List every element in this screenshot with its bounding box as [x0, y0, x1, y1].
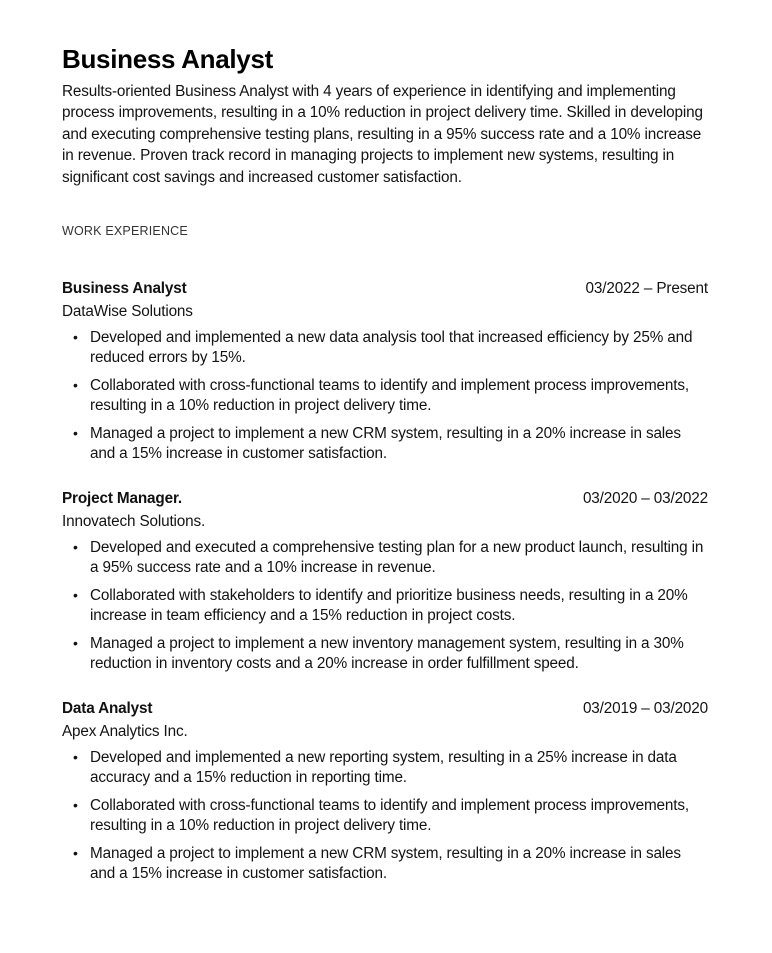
job-bullet: • Collaborated with cross-functional teams to identify and implement process improvements, resulting in a 10% reduction in project delivery time.: [62, 376, 708, 415]
resume-summary: Results-oriented Business Analyst with 4 years of experience in identifying and implementing process improvements, resulting in a 10% reduction in project delivery time. Skilled in developing and executing comprehensive testing plans, resulting in a 95% success rate and a 10% increase in revenue. Proven track record in managing projects to implement new systems, resulting in significant cost savings and increased customer satisfaction.: [62, 83, 703, 186]
job-bullet: • Collaborated with stakeholders to identify and prioritize business needs, resulting in a 20% increase in team efficiency and a 15% reduction in project costs.: [62, 586, 708, 625]
job-bullet: • Developed and implemented a new reporting system, resulting in a 25% increase in data accuracy and a 15% reduction in reporting time.: [62, 748, 708, 787]
job-bullet: • Collaborated with cross-functional teams to identify and implement process improvements, resulting in a 10% reduction in project delivery time.: [62, 796, 708, 835]
job-dates: 03/2022 – Present: [585, 280, 708, 298]
resume-title: Business Analyst: [62, 44, 273, 74]
job-title: Project Manager.: [62, 490, 183, 508]
job-dates: 03/2020 – 03/2022: [582, 490, 708, 508]
job-company: DataWise Solutions: [62, 303, 193, 321]
work-experience-section: [62, 224, 708, 883]
job-bullet: • Managed a project to implement a new CRM system, resulting in a 20% increase in sales and a 15% increase in customer satisfaction.: [62, 844, 708, 883]
job-dates: 03/2019 – 03/2020: [582, 700, 708, 718]
job-title: Data Analyst: [62, 700, 153, 718]
job-bullet-list: [62, 328, 708, 463]
job-bullet: • Developed and executed a comprehensive testing plan for a new product launch, resulting in a 95% success rate and a 10% increase in revenue.: [62, 538, 708, 577]
job-entry: [62, 487, 708, 673]
job-bullet: • Managed a project to implement a new CRM system, resulting in a 20% increase in sales and a 15% increase in customer satisfaction.: [62, 424, 708, 463]
job-entry: [62, 277, 708, 463]
section-label-work-experience: WORK EXPERIENCE: [62, 224, 188, 239]
job-bullet-list: [62, 538, 708, 673]
job-bullet: • Managed a project to implement a new inventory management system, resulting in a 30% reduction in inventory costs and a 20% increase in order fulfillment speed.: [62, 634, 708, 673]
job-bullet: • Developed and implemented a new data analysis tool that increased efficiency by 25% and reduced errors by 15%.: [62, 328, 708, 367]
job-header: [62, 697, 708, 720]
job-header: [62, 487, 708, 510]
job-company: Innovatech Solutions.: [62, 513, 206, 531]
job-header: [62, 277, 708, 300]
jobs-list: [62, 277, 708, 883]
job-entry: [62, 697, 708, 883]
job-title: Business Analyst: [62, 280, 187, 298]
job-bullet-list: [62, 748, 708, 883]
job-company: Apex Analytics Inc.: [62, 723, 188, 741]
